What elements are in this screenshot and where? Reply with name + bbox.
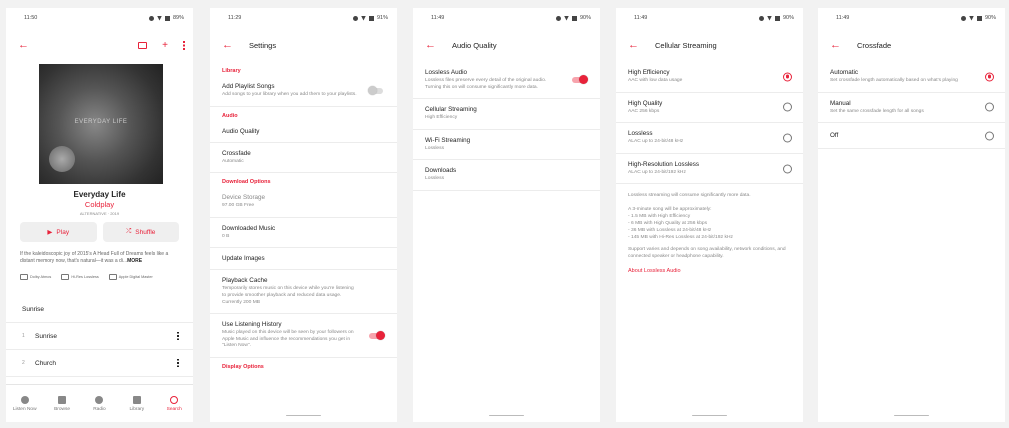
dolby-atmos-badge: Dolby Atmos xyxy=(20,274,51,280)
play-circle-icon xyxy=(21,396,29,404)
status-time: 11:49 xyxy=(431,15,445,21)
track-menu-icon[interactable] xyxy=(177,359,179,367)
section-display-options: Display Options xyxy=(222,364,264,371)
nav-search[interactable]: Search xyxy=(156,396,192,412)
note-data-warning: Lossless streaming will consume significantly more data. xyxy=(628,193,751,199)
radio-button[interactable] xyxy=(783,164,792,173)
cellular-streaming-row[interactable]: Cellular Streaming High Efficiency xyxy=(413,99,600,130)
radio-icon xyxy=(95,396,103,404)
back-arrow-icon[interactable]: ← xyxy=(18,39,29,51)
quality-badges xyxy=(20,274,153,280)
note-size-intro: A 3-minute song will be approximately: xyxy=(628,206,712,212)
status-time: 11:49 xyxy=(836,15,850,21)
battery-icon xyxy=(369,16,374,21)
device-storage-row: Device Storage 97.00 GB Free xyxy=(210,187,397,218)
status-bar xyxy=(616,8,803,28)
nav-browse[interactable]: Browse xyxy=(44,396,80,412)
about-lossless-link[interactable]: About Lossless Audio xyxy=(628,268,681,275)
gesture-handle xyxy=(894,415,929,417)
app-bar xyxy=(6,28,193,62)
note-size-line: - 1.5 MB with High Efficiency xyxy=(628,213,691,219)
option-lossless[interactable]: Lossless ALAC up to 24-bit/48 kHz xyxy=(616,123,803,154)
section-song-row[interactable]: Sunrise xyxy=(6,296,193,323)
cellular-streaming-screen xyxy=(616,8,803,422)
nav-listen-now[interactable]: Listen Now xyxy=(7,396,43,412)
note-size-line: - 145 MB with Hi-Res Lossless at 24-bit/192 kHz xyxy=(628,234,733,240)
back-arrow-icon[interactable]: ← xyxy=(830,39,841,51)
hi-res-lossless-badge: Hi-Res Lossless xyxy=(61,274,98,280)
option-hi-res-lossless[interactable]: High-Resolution Lossless ALAC up to 24-bit/192 kHz xyxy=(616,154,803,185)
page-title: Settings xyxy=(249,40,277,50)
page-title: Audio Quality xyxy=(452,40,497,50)
app-bar xyxy=(210,28,397,62)
wifi-icon xyxy=(969,16,974,21)
kebab-menu-icon[interactable] xyxy=(183,41,185,50)
audio-quality-row[interactable]: Audio Quality xyxy=(210,121,397,143)
note-size-line: - 6 MB with High Quality at 256 kbps xyxy=(628,220,708,226)
album-info xyxy=(6,190,193,216)
album-art-seal xyxy=(49,146,75,172)
album-blurb[interactable]: If the kaleidoscopic joy of 2015's A Head Full of Dreams feels like a distant memory now, that's natural—it was a di...MORE xyxy=(20,251,169,264)
radio-button[interactable] xyxy=(783,134,792,143)
apple-digital-master-badge: Apple Digital Master xyxy=(109,274,153,280)
wifi-streaming-row[interactable]: Wi-Fi Streaming Lossless xyxy=(413,130,600,161)
library-icon xyxy=(133,396,141,404)
wifi-icon xyxy=(564,16,569,21)
dolby-icon xyxy=(20,274,28,280)
battery-percent: 90% xyxy=(984,15,996,21)
status-bar xyxy=(210,8,397,28)
bottom-nav xyxy=(6,384,193,422)
wifi-icon xyxy=(157,16,162,21)
play-icon: ▶ xyxy=(47,229,53,236)
digital-master-icon xyxy=(109,274,117,280)
radio-button[interactable] xyxy=(783,72,792,81)
crossfade-row[interactable]: Crossfade Automatic xyxy=(210,143,397,174)
section-library: Library xyxy=(222,68,241,74)
album-meta: ALTERNATIVE · 2019 xyxy=(79,211,120,216)
gesture-handle xyxy=(489,415,524,417)
plus-icon[interactable]: + xyxy=(162,39,168,51)
back-arrow-icon[interactable]: ← xyxy=(222,39,233,51)
location-icon xyxy=(759,16,764,21)
status-time: 11:50 xyxy=(24,15,38,21)
more-link[interactable]: MORE xyxy=(127,258,143,264)
location-icon xyxy=(353,16,358,21)
battery-icon xyxy=(572,16,577,21)
cast-icon[interactable] xyxy=(138,42,147,49)
wifi-icon xyxy=(767,16,772,21)
back-arrow-icon[interactable]: ← xyxy=(425,39,436,51)
track-list xyxy=(6,296,193,377)
battery-percent: 90% xyxy=(579,15,591,21)
gesture-handle xyxy=(286,415,321,417)
location-icon xyxy=(961,16,966,21)
note-size-line: - 36 MB with Lossless at 24-bit/48 kHz xyxy=(628,227,712,233)
crossfade-screen xyxy=(818,8,1005,422)
album-art[interactable] xyxy=(39,64,163,184)
battery-icon xyxy=(977,16,982,21)
play-button[interactable]: ▶ Play xyxy=(20,222,97,242)
listening-history-row[interactable]: Use Listening History Music played on this device will be seen by your followers on Apple Music and influence the recommendations you get in "Listen Now". xyxy=(210,314,397,358)
album-screen xyxy=(6,8,193,422)
app-bar xyxy=(616,28,803,62)
radio-button[interactable] xyxy=(985,131,994,140)
page-title: Crossfade xyxy=(857,40,892,50)
update-images-row[interactable]: Update Images xyxy=(210,248,397,270)
gesture-handle xyxy=(692,415,727,417)
track-menu-icon[interactable] xyxy=(177,332,179,340)
section-audio: Audio xyxy=(222,112,238,119)
note-support: Support varies and depends on song availability, network conditions, and connected speaker or headphone capability. xyxy=(628,247,786,260)
album-title: Everyday Life xyxy=(73,190,126,199)
radio-button[interactable] xyxy=(783,103,792,112)
downloads-row[interactable]: Downloads Lossless xyxy=(413,160,600,191)
settings-screen xyxy=(210,8,397,422)
playback-cache-row[interactable]: Playback Cache Temporarily stores music on this device while you're listening to provide smoother playback and reduced data usage. Currently 200 MB xyxy=(210,270,397,314)
lossless-audio-toggle[interactable] xyxy=(572,77,586,83)
battery-percent: 91% xyxy=(376,15,388,21)
add-playlist-songs-row[interactable]: Add Playlist Songs Add songs to your library when you add them to your playlists. xyxy=(210,76,397,107)
track-row[interactable]: 1 Sunrise xyxy=(6,323,193,350)
section-download-options: Download Options xyxy=(222,179,271,186)
option-off[interactable]: Off xyxy=(818,123,1005,149)
option-high-efficiency[interactable]: High Efficiency AAC with low data usage xyxy=(616,62,803,93)
artist-link[interactable]: Coldplay xyxy=(84,200,115,209)
status-bar xyxy=(818,8,1005,28)
option-high-quality[interactable]: High Quality AAC 256 kbps xyxy=(616,93,803,124)
page-title: Cellular Streaming xyxy=(655,40,717,50)
app-bar xyxy=(818,28,1005,62)
nav-library[interactable]: Library xyxy=(119,396,155,412)
wifi-icon xyxy=(361,16,366,21)
status-bar xyxy=(6,8,193,28)
track-row[interactable]: 2 Church xyxy=(6,350,193,377)
downloaded-music-row[interactable]: Downloaded Music 0 B xyxy=(210,218,397,249)
status-bar xyxy=(413,8,600,28)
back-arrow-icon[interactable]: ← xyxy=(628,39,639,51)
listening-history-toggle[interactable] xyxy=(369,333,383,339)
audio-quality-screen xyxy=(413,8,600,422)
radio-button[interactable] xyxy=(985,103,994,112)
lossless-icon xyxy=(61,274,69,280)
battery-percent: 90% xyxy=(782,15,794,21)
album-art-text: EVERYDAY LIFE xyxy=(74,119,128,125)
battery-percent: 89% xyxy=(172,15,184,21)
shuffle-icon: ⤮ xyxy=(126,228,132,235)
nav-radio[interactable]: Radio xyxy=(81,396,117,412)
lossless-audio-row[interactable]: Lossless Audio Lossless files preserve every detail of the original audio. Turning this on will consume significantly more data. xyxy=(413,62,600,99)
shuffle-button[interactable]: ⤮ Shuffle xyxy=(103,222,180,242)
add-playlist-songs-toggle[interactable] xyxy=(369,88,383,94)
grid-icon xyxy=(58,396,66,404)
option-automatic[interactable]: Automatic Set crossfade length automatically based on what's playing xyxy=(818,62,1005,93)
status-time: 11:29 xyxy=(228,15,242,21)
app-bar xyxy=(413,28,600,62)
battery-icon xyxy=(775,16,780,21)
location-icon xyxy=(149,16,154,21)
status-time: 11:49 xyxy=(634,15,648,21)
radio-button[interactable] xyxy=(985,72,994,81)
option-manual[interactable]: Manual Set the same crossfade length for all songs xyxy=(818,93,1005,124)
search-icon xyxy=(170,396,178,404)
battery-icon xyxy=(165,16,170,21)
location-icon xyxy=(556,16,561,21)
